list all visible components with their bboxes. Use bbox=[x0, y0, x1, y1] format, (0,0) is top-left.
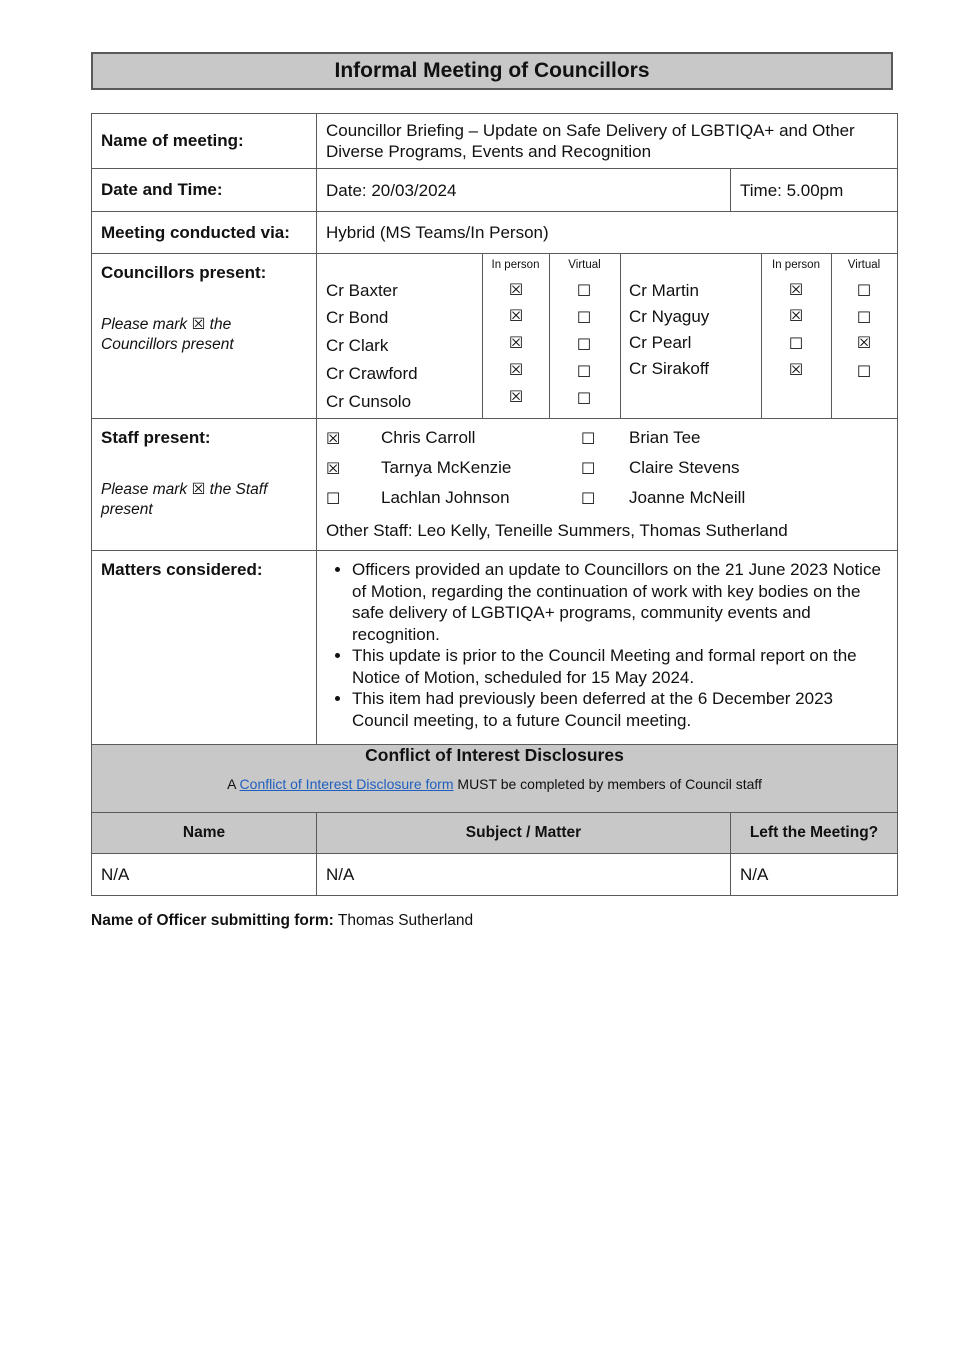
submitting-officer bbox=[91, 912, 473, 930]
submitting-officer-label: Name of Officer submitting form: bbox=[91, 912, 334, 929]
virtual-column-header: Virtual bbox=[847, 259, 881, 271]
conducted-via-value: Hybrid (MS Teams/In Person) bbox=[326, 223, 549, 242]
matters-considered-label: Matters considered: bbox=[101, 560, 263, 579]
divider bbox=[831, 254, 832, 418]
staff-grid bbox=[317, 419, 897, 550]
virtual-checkbox[interactable]: ☐ bbox=[576, 281, 592, 300]
date-time-label: Date and Time: bbox=[101, 180, 223, 199]
virtual-checkbox[interactable]: ☒ bbox=[856, 333, 872, 352]
in-person-column-header: In person bbox=[491, 259, 540, 271]
staff-present-label: Staff present: bbox=[101, 428, 211, 447]
councillor-name: Cr Nyaguy bbox=[629, 307, 710, 326]
staff-name: Lachlan Johnson bbox=[381, 488, 510, 507]
councillor-name: Cr Pearl bbox=[629, 333, 692, 352]
staff-checkbox[interactable]: ☐ bbox=[581, 459, 596, 478]
meeting-date-value: Date: 20/03/2024 bbox=[326, 180, 457, 200]
councillor-name: Cr Sirakoff bbox=[629, 359, 709, 378]
divider bbox=[482, 254, 483, 418]
coi-left-value: N/A bbox=[731, 854, 898, 896]
staff-name: Joanne McNeill bbox=[629, 488, 746, 507]
staff-checkbox[interactable]: ☒ bbox=[326, 429, 341, 448]
virtual-checkbox[interactable]: ☐ bbox=[576, 308, 592, 327]
coi-header bbox=[92, 745, 898, 813]
form-title: Informal Meeting of Councillors bbox=[91, 52, 893, 90]
councillor-name: Cr Bond bbox=[326, 308, 389, 327]
meeting-name-value: Councillor Briefing – Update on Safe Delivery of LGBTIQA+ and Other Diverse Programs, Events and Recognition bbox=[326, 121, 855, 161]
councillors-present-label-cell bbox=[92, 254, 316, 364]
virtual-checkbox[interactable]: ☐ bbox=[576, 362, 592, 381]
coi-left-column-header: Left the Meeting? bbox=[731, 813, 898, 854]
meeting-time-value: Time: 5.00pm bbox=[740, 180, 844, 200]
virtual-checkbox[interactable]: ☐ bbox=[856, 362, 872, 381]
matters-considered-label-cell bbox=[92, 551, 316, 589]
staff-hint: Please mark ☒ the Staff present bbox=[101, 481, 268, 518]
virtual-checkbox[interactable]: ☐ bbox=[576, 389, 592, 408]
staff-name: Chris Carroll bbox=[381, 428, 476, 447]
in-person-checkbox[interactable]: ☒ bbox=[788, 280, 804, 299]
staff-checkbox[interactable]: ☒ bbox=[326, 459, 341, 478]
in-person-column-header: In person bbox=[772, 259, 820, 271]
staff-name: Claire Stevens bbox=[629, 458, 740, 477]
councillors-hint: Please mark ☒ the Councillors present bbox=[101, 316, 234, 353]
virtual-checkbox[interactable]: ☐ bbox=[856, 308, 872, 327]
staff-checkbox[interactable]: ☐ bbox=[326, 489, 341, 508]
councillors-present-label: Councillors present: bbox=[101, 263, 267, 282]
in-person-checkbox[interactable]: ☒ bbox=[508, 387, 524, 406]
coi-subject-value: N/A bbox=[317, 854, 731, 896]
list-item: • Officers provided an update to Councillors on the 21 June 2023 Notice of Motion, regarding the continuation of work with key bodies on the safe delivery of LGBTIQA+ programs, community events and recognition. bbox=[352, 559, 887, 645]
staff-checkbox[interactable]: ☐ bbox=[581, 429, 596, 448]
councillor-name: Cr Cunsolo bbox=[326, 392, 412, 411]
matters-list bbox=[317, 551, 897, 731]
in-person-checkbox[interactable]: ☒ bbox=[508, 333, 524, 352]
coi-name-column-header: Name bbox=[92, 813, 317, 854]
councillors-grid bbox=[317, 254, 897, 418]
meeting-details-table bbox=[91, 113, 898, 896]
list-item: • This update is prior to the Council Meeting and formal report on the Notice of Motion, scheduled for 15 May 2024. bbox=[352, 645, 887, 688]
coi-form-link[interactable]: Conflict of Interest Disclosure form bbox=[239, 776, 454, 792]
in-person-checkbox[interactable]: ☒ bbox=[508, 280, 524, 299]
in-person-checkbox[interactable]: ☒ bbox=[508, 306, 524, 325]
councillor-name: Cr Martin bbox=[629, 281, 699, 300]
virtual-column-header: Virtual bbox=[568, 259, 601, 271]
coi-subject-column-header: Subject / Matter bbox=[317, 813, 731, 854]
in-person-checkbox[interactable]: ☒ bbox=[788, 360, 804, 379]
coi-title: Conflict of Interest Disclosures bbox=[365, 745, 624, 765]
divider bbox=[761, 254, 762, 418]
coi-subtitle: A Conflict of Interest Disclosure form MUST be completed by members of Council staff bbox=[227, 776, 762, 792]
staff-name: Brian Tee bbox=[629, 428, 701, 447]
councillor-name: Cr Clark bbox=[326, 336, 389, 355]
conducted-via-label: Meeting conducted via: bbox=[101, 222, 290, 242]
other-staff: Other Staff: Leo Kelly, Teneille Summers, Thomas Sutherland bbox=[326, 521, 788, 540]
divider bbox=[549, 254, 550, 418]
coi-name-value: N/A bbox=[92, 854, 317, 896]
submitting-officer-value: Thomas Sutherland bbox=[337, 912, 474, 929]
divider bbox=[620, 254, 621, 418]
staff-name: Tarnya McKenzie bbox=[381, 458, 512, 477]
staff-checkbox[interactable]: ☐ bbox=[581, 489, 596, 508]
virtual-checkbox[interactable]: ☐ bbox=[576, 335, 592, 354]
councillor-name: Cr Crawford bbox=[326, 364, 418, 383]
staff-present-label-cell bbox=[92, 419, 316, 529]
name-of-meeting-label: Name of meeting: bbox=[101, 131, 244, 150]
in-person-checkbox[interactable]: ☐ bbox=[788, 334, 804, 353]
virtual-checkbox[interactable]: ☐ bbox=[856, 281, 872, 300]
list-item: • This item had previously been deferred at the 6 December 2023 Council meeting, to a future Council meeting. bbox=[352, 688, 887, 731]
in-person-checkbox[interactable]: ☒ bbox=[788, 306, 804, 325]
in-person-checkbox[interactable]: ☒ bbox=[508, 360, 524, 379]
councillor-name: Cr Baxter bbox=[326, 281, 398, 300]
